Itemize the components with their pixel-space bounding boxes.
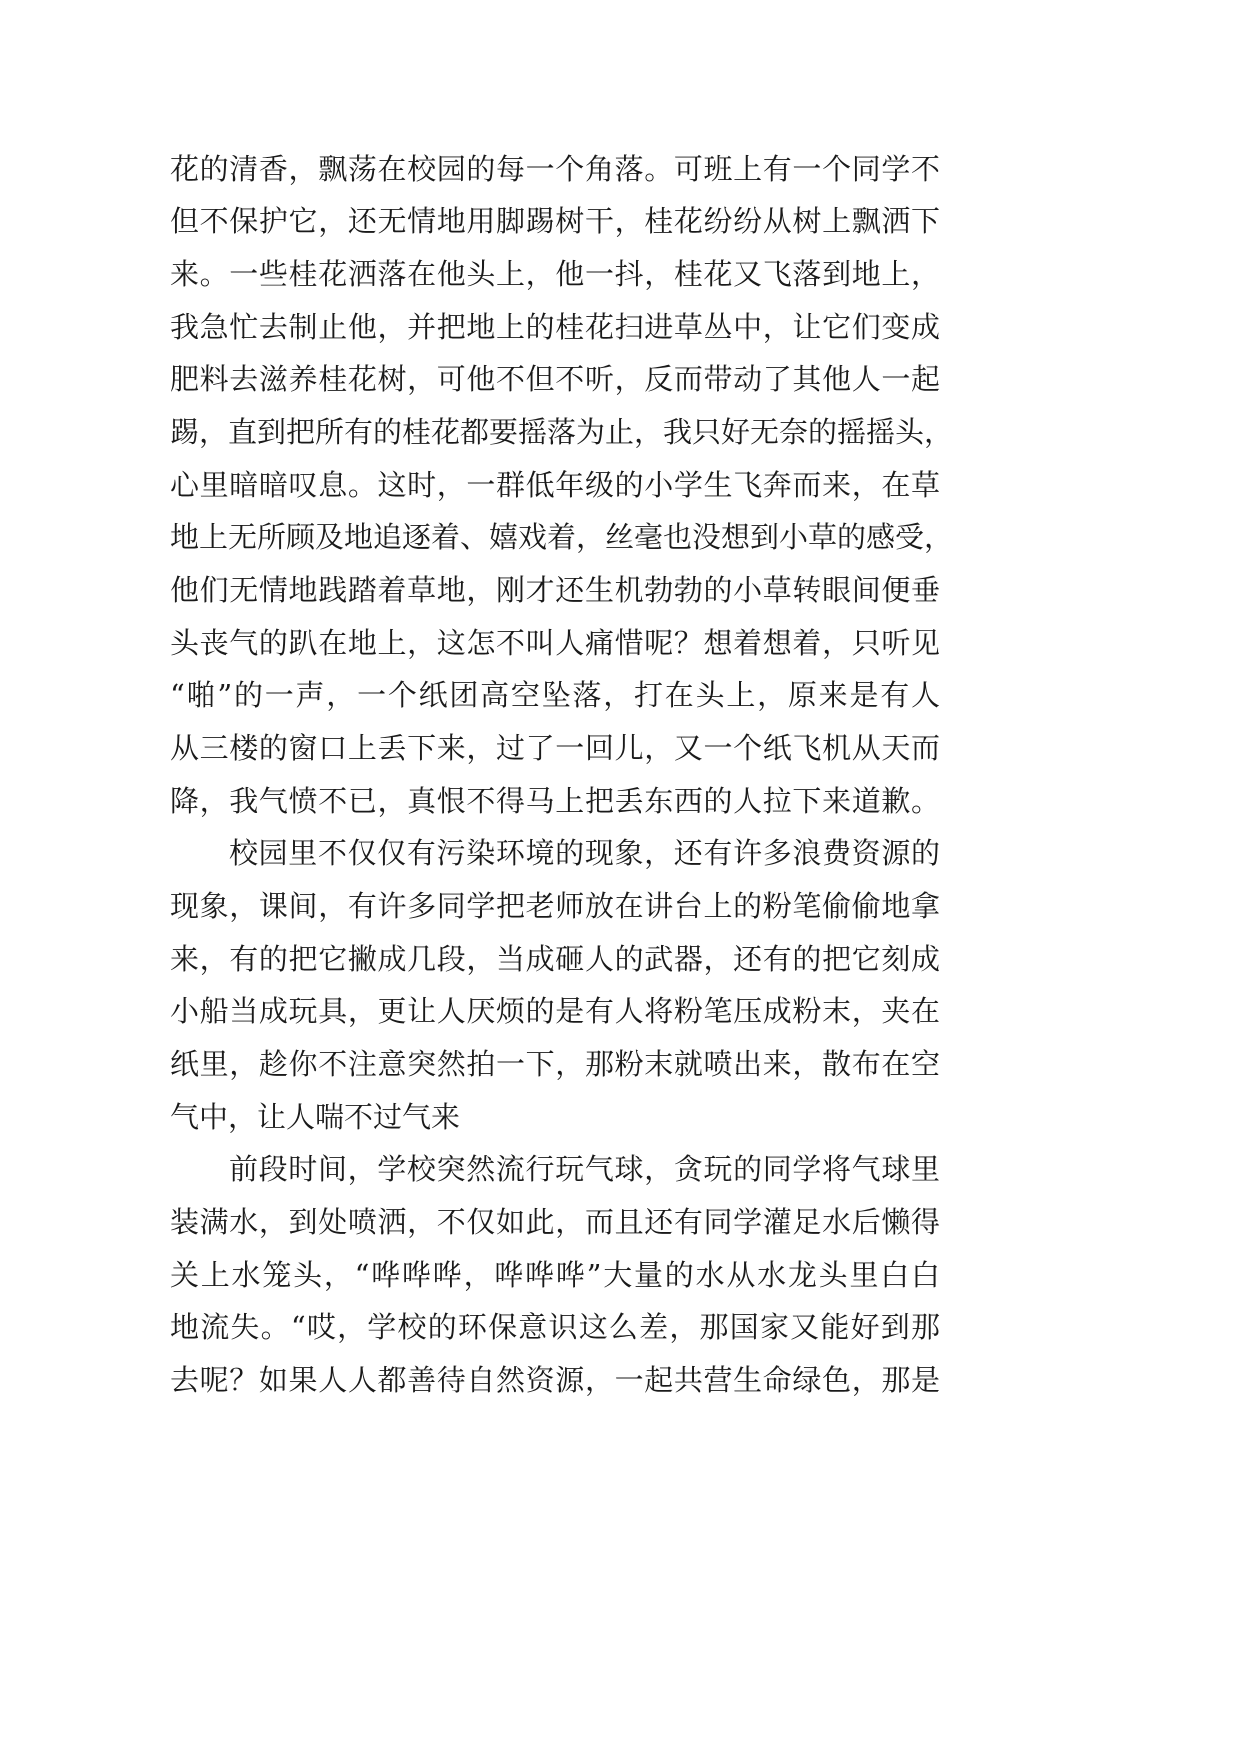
text-line: 关上水笼头，“哗哗哗，哗哗哗”大量的水从水龙头里白白 (170, 1258, 940, 1292)
text-line: 现象，课间，有许多同学把老师放在讲台上的粉笔偷偷地拿 (170, 889, 940, 923)
text-line: 他们无情地践踏着草地，刚才还生机勃勃的小草转眼间便垂 (170, 573, 940, 607)
text-line: 花的清香，飘荡在校园的每一个角落。可班上有一个同学不 (170, 152, 940, 186)
text-line: 地流失。“哎，学校的环保意识这么差，那国家又能好到那 (170, 1310, 940, 1344)
text-line: 但不保护它，还无情地用脚踢树干，桂花纷纷从树上飘洒下 (170, 204, 940, 238)
text-line: 踢，直到把所有的桂花都要摇落为止，我只好无奈的摇摇头， (170, 415, 954, 449)
text-line: 头丧气的趴在地上，这怎不叫人痛惜呢？想着想着，只听见 (170, 626, 940, 660)
text-line: 地上无所顾及地追逐着、嬉戏着，丝毫也没想到小草的感受， (170, 520, 954, 554)
text-line: 纸里，趁你不注意突然拍一下，那粉末就喷出来，散布在空 (170, 1047, 940, 1081)
text-line: 来。一些桂花洒落在他头上，他一抖，桂花又飞落到地上， (170, 257, 940, 291)
text-line: 来，有的把它撇成几段，当成砸人的武器，还有的把它刻成 (170, 942, 940, 976)
text-line: 从三楼的窗口上丢下来，过了一回儿，又一个纸飞机从天而 (170, 731, 940, 765)
text-line: 肥料去滋养桂花树，可他不但不听，反而带动了其他人一起 (170, 362, 940, 396)
paragraph-start-line: 校园里不仅仅有污染环境的现象，还有许多浪费资源的 (229, 836, 940, 870)
paragraph-start-line: 前段时间，学校突然流行玩气球，贪玩的同学将气球里 (229, 1152, 940, 1186)
paragraph-end-line: 降，我气愤不已，真恨不得马上把丢东西的人拉下来道歉。 (170, 784, 940, 818)
paragraph-end-line: 气中，让人喘不过气来 (170, 1100, 461, 1134)
text-line: “啪”的一声，一个纸团高空坠落，打在头上，原来是有人 (170, 678, 940, 712)
text-line: 小船当成玩具，更让人厌烦的是有人将粉笔压成粉末，夹在 (170, 994, 940, 1028)
text-line: 装满水，到处喷洒，不仅如此，而且还有同学灌足水后懒得 (170, 1205, 940, 1239)
text-line: 我急忙去制止他，并把地上的桂花扫进草丛中，让它们变成 (170, 310, 940, 344)
text-line: 去呢？如果人人都善待自然资源，一起共营生命绿色，那是 (170, 1363, 940, 1397)
text-line: 心里暗暗叹息。这时，一群低年级的小学生飞奔而来，在草 (170, 468, 940, 502)
